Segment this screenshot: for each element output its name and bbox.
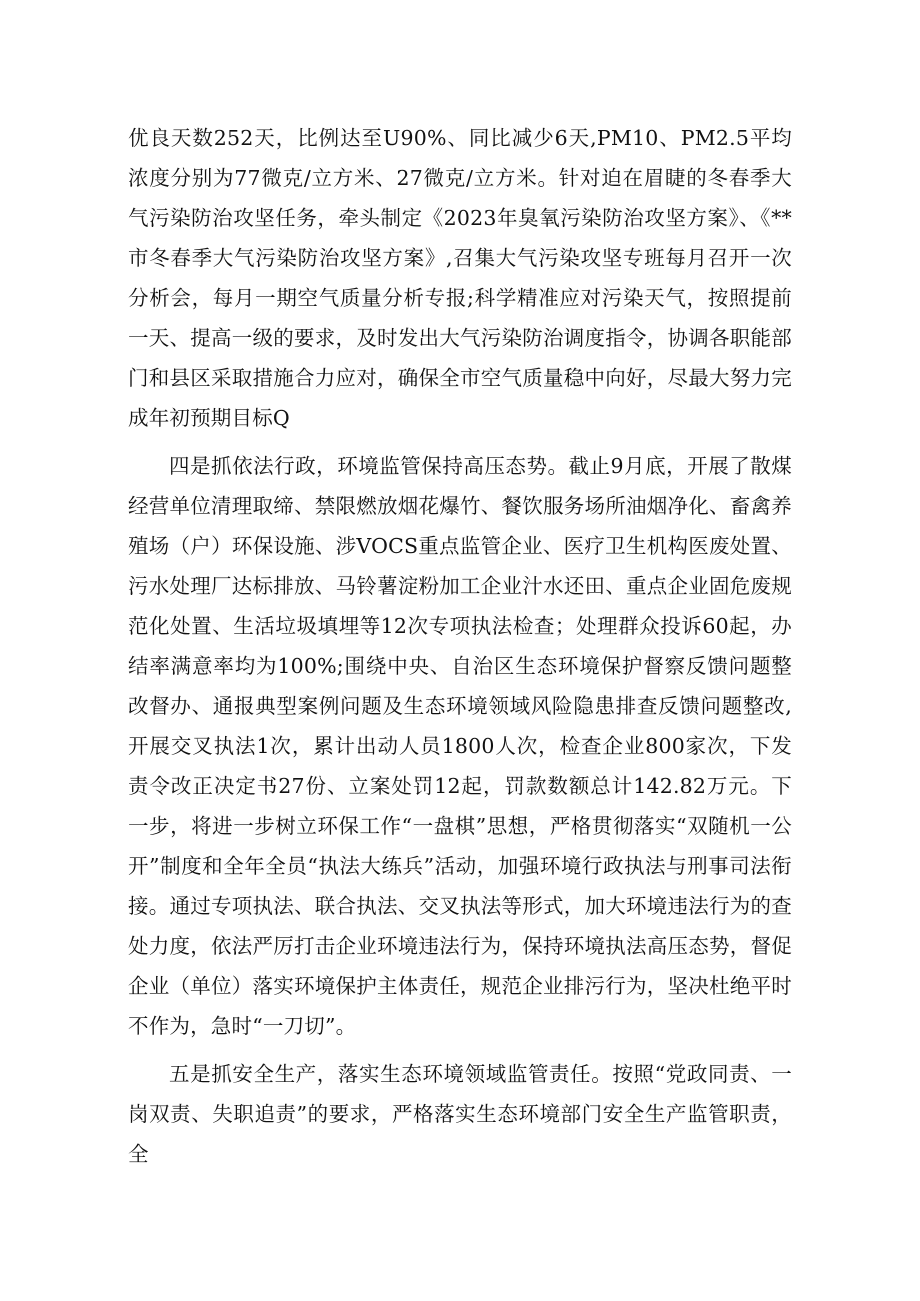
paragraph-safety-production: 五是抓安全生产，落实生态环境领域监管责任。按照“党政同责、一岗双责、失职追责”的要求，严格落实生态环境部门安全生产监管职责，全 [128, 1062, 792, 1166]
document-page [128, 118, 792, 1174]
paragraph-law-enforcement: 四是抓依法行政，环境监管保持高压态势。截止9月底，开展了散煤经营单位清理取缔、禁限燃放烟花爆竹、餐饮服务场所油烟净化、畜禽养殖场（户）环保设施、涉VOCS重点监管企业、医疗卫生机构医废处置、污水处理厂达标排放、马铃薯淀粉加工企业汁水还田、重点企业固危废规范化处置、生活垃圾填埋等12次专项执法检查；处理群众投诉60起，办结率满意率均为100%;围绕中央、自治区生态环境保护督察反馈问题整改督办、通报典型案例问题及生态环境领域风险隐患排查反馈问题整改,开展交叉执法1次，累计出动人员1800人次，检查企业800家次，下发责令改正决定书27份、立案处罚12起，罚款数额总计142.82万元。下一步，将进一步树立环保工作“一盘棋”思想，严格贯彻落实“双随机一公开”制度和全年全员“执法大练兵”活动，加强环境行政执法与刑事司法衔接。通过专项执法、联合执法、交叉执法等形式，加大环境违法行为的查处力度，依法严厉打击企业环境违法行为，保持环境执法高压态势，督促企业（单位）落实环境保护主体责任，规范企业排污行为，坚决杜绝平时不作为，急时“一刀切”。 [128, 454, 792, 1038]
paragraph-gap [128, 1046, 792, 1054]
paragraph-air-quality: 优良天数252天，比例达至U90%、同比减少6天,PM10、PM2.5平均浓度分别为77微克/立方米、27微克/立方米。针对迫在眉睫的冬春季大气污染防治攻坚任务，牵头制定《2023年臭氧污染防治攻坚方案》、《**市冬春季大气污染防治攻坚方案》,召集大气污染攻坚专班每月召开一次分析会，每月一期空气质量分析专报;科学精准应对污染天气，按照提前一天、提高一级的要求，及时发出大气污染防治调度指令，协调各职能部门和县区采取措施合力应对，确保全市空气质量稳中向好，尽最大努力完成年初预期目标Q [128, 126, 792, 430]
paragraph-gap [128, 438, 792, 446]
